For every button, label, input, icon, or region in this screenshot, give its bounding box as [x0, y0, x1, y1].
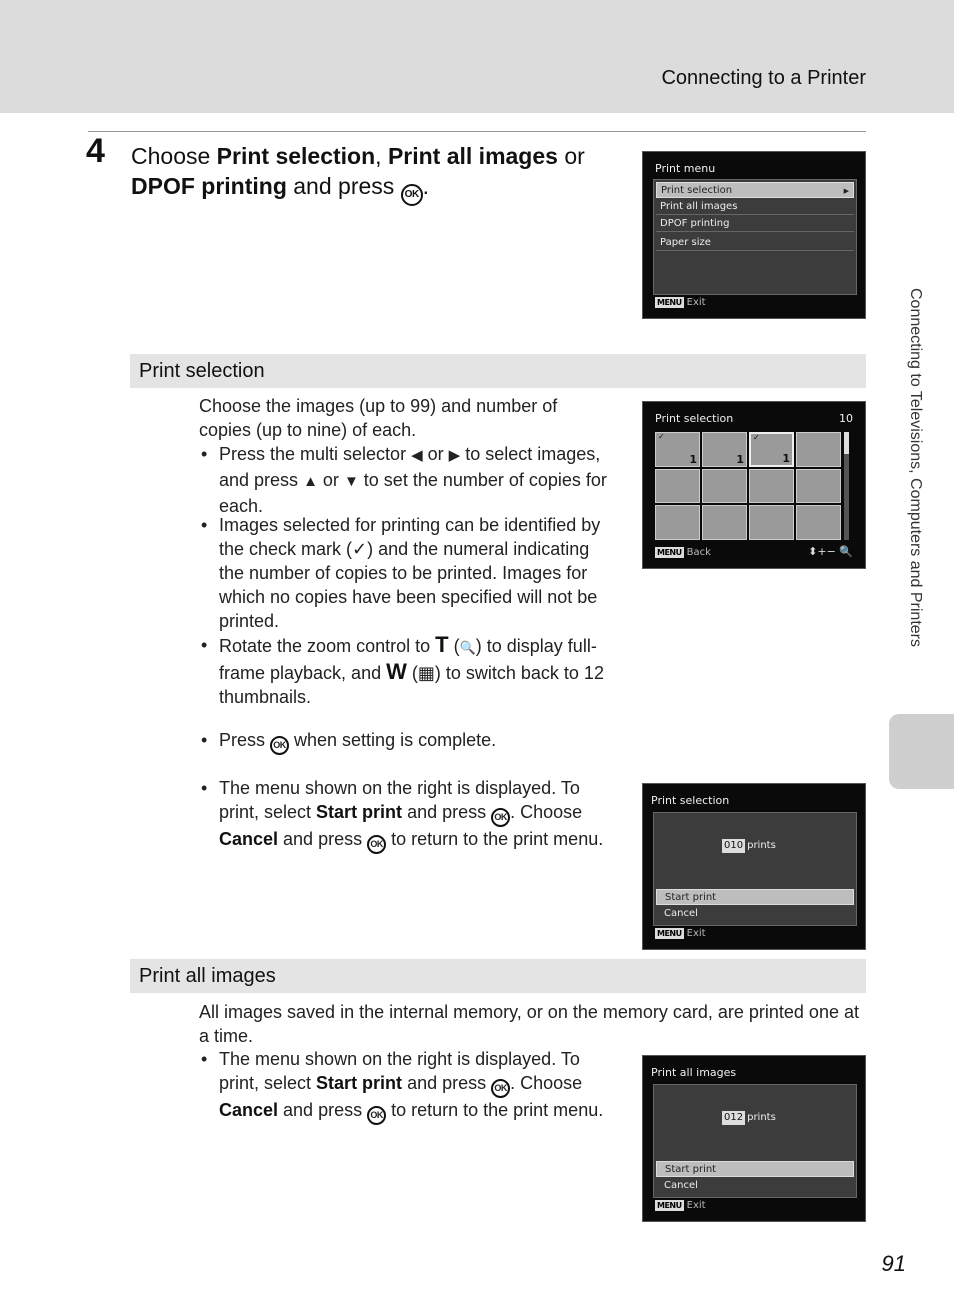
thumbnail-selected[interactable]: [749, 432, 794, 467]
thumbnail[interactable]: [655, 432, 700, 467]
menu-button-icon: MENU: [657, 1201, 682, 1210]
thumbnail[interactable]: [796, 432, 841, 467]
screen-title: Print selection: [651, 794, 730, 807]
bullet-start-print-all: • The menu shown on the right is displayed. To print, select Start print and press OK . Choose Cancel and press OK to return to the print menu.: [199, 1047, 609, 1125]
step-instruction: Choose Print selection, Print all images or DPOF printing and press OK .: [131, 141, 631, 206]
thumbnail[interactable]: [702, 432, 747, 467]
copy-count: 1: [782, 451, 790, 465]
scrollbar-thumb[interactable]: [844, 432, 849, 454]
screen-title: Print selection: [655, 412, 734, 425]
left-arrow-icon: ◀: [411, 447, 423, 464]
confirm-panel: [653, 812, 857, 926]
screen-print-selection-confirm: [642, 783, 866, 950]
screen-footer: MENU Exit: [657, 1200, 706, 1211]
thumbnail[interactable]: [655, 505, 700, 540]
tele-icon: T: [435, 632, 449, 657]
copy-count: 1: [689, 452, 697, 466]
check-mark-icon: ✓: [658, 432, 665, 441]
print-count: 012 prints: [724, 1112, 776, 1123]
side-chapter-label: Connecting to Televisions, Computers and Printers: [907, 288, 924, 647]
copy-count: 1: [736, 452, 744, 466]
selection-count: 10: [839, 412, 853, 425]
start-print-option[interactable]: Start print: [656, 1161, 854, 1177]
screen-title: Print all images: [651, 1066, 737, 1079]
thumbnail[interactable]: [702, 469, 747, 504]
ok-button-icon: OK: [401, 184, 423, 206]
check-mark-icon: ✓: [753, 433, 760, 442]
thumbnail[interactable]: [655, 469, 700, 504]
chapter-tab: [889, 714, 954, 789]
thumbnail[interactable]: [796, 505, 841, 540]
print-selection-intro: Choose the images (up to 99) and number of copies (up to nine) of each.: [199, 396, 558, 440]
cancel-option[interactable]: Cancel: [664, 908, 698, 919]
section-heading-print-all-images: Print all images: [130, 959, 866, 993]
screen-print-all-confirm: [642, 1055, 866, 1222]
screen-footer: MENU Exit: [657, 297, 706, 308]
screen-title: Print menu: [655, 162, 716, 175]
screen-print-menu: [642, 151, 866, 319]
arrow-right-icon: ▶: [843, 187, 849, 195]
down-arrow-icon: ▼: [343, 473, 359, 490]
menu-button-icon: MENU: [657, 298, 682, 307]
menu-button-icon: MENU: [657, 929, 682, 938]
thumbnail-icon: ▦: [417, 663, 435, 683]
cancel-option[interactable]: Cancel: [664, 1180, 698, 1191]
page-number: 91: [881, 1251, 906, 1276]
ok-button-icon: OK: [491, 1079, 510, 1098]
right-arrow-icon: ▶: [448, 447, 461, 464]
bullet-multi-selector: • Press the multi selector ◀ or ▶ to select images, and press ▲ or ▼ to set the number of copies for each.: [199, 442, 609, 518]
step-number: 4: [86, 132, 105, 170]
thumbnail-grid: [655, 432, 841, 540]
up-arrow-icon: ▲: [303, 473, 318, 490]
print-all-intro: All images saved in the internal memory, or on the memory card, are printed one at a time.: [199, 1002, 859, 1046]
bullet-start-print: • The menu shown on the right is displayed. To print, select Start print and press OK . Choose Cancel and press OK to return to the print menu.: [199, 776, 609, 854]
scrollbar[interactable]: [844, 432, 849, 540]
menu-item-print-selection[interactable]: Print selection ▶: [656, 182, 854, 198]
start-print-option[interactable]: Start print: [656, 889, 854, 905]
bullet-zoom-control: • Rotate the zoom control to T (🔍) to display full-frame playback, and W (▦) to switch back to 12 thumbnails.: [199, 633, 609, 709]
thumbnail[interactable]: [702, 505, 747, 540]
magnify-icon: 🔍: [459, 640, 476, 655]
header-title: Connecting to a Printer: [661, 67, 866, 89]
confirm-panel: [653, 1084, 857, 1198]
menu-button-icon: MENU: [657, 548, 682, 557]
ok-button-icon: OK: [491, 808, 510, 827]
thumbnail[interactable]: [796, 469, 841, 504]
control-hint-icons: ⬍+− 🔍: [808, 545, 853, 558]
header-rule: [88, 131, 866, 132]
ok-button-icon: OK: [367, 835, 386, 854]
print-count: 010 prints: [724, 840, 776, 851]
check-mark-icon: ✓: [352, 539, 368, 559]
menu-list: [653, 179, 857, 295]
thumbnail[interactable]: [749, 469, 794, 504]
bullet-check-mark: • Images selected for printing can be identified by the check mark (✓) and the numeral indicating the number of copies to be printed. Images for which no copies have been specified will not be printed.: [199, 513, 619, 633]
screen-print-selection-thumbnails: [642, 401, 866, 569]
bullet-press-ok: • Press OK when setting is complete.: [199, 728, 619, 755]
section-heading-print-selection: Print selection: [130, 354, 866, 388]
wide-icon: W: [386, 659, 407, 684]
ok-button-icon: OK: [270, 736, 289, 755]
ok-button-icon: OK: [367, 1106, 386, 1125]
thumbnail[interactable]: [749, 505, 794, 540]
screen-footer: MENU Exit: [657, 928, 706, 939]
menu-item-paper-size[interactable]: Paper size: [656, 235, 854, 251]
menu-item-print-all-images[interactable]: Print all images: [656, 199, 854, 215]
header-band: [0, 0, 954, 113]
menu-item-dpof-printing[interactable]: DPOF printing: [656, 216, 854, 232]
screen-footer: MENU Back: [657, 547, 711, 558]
